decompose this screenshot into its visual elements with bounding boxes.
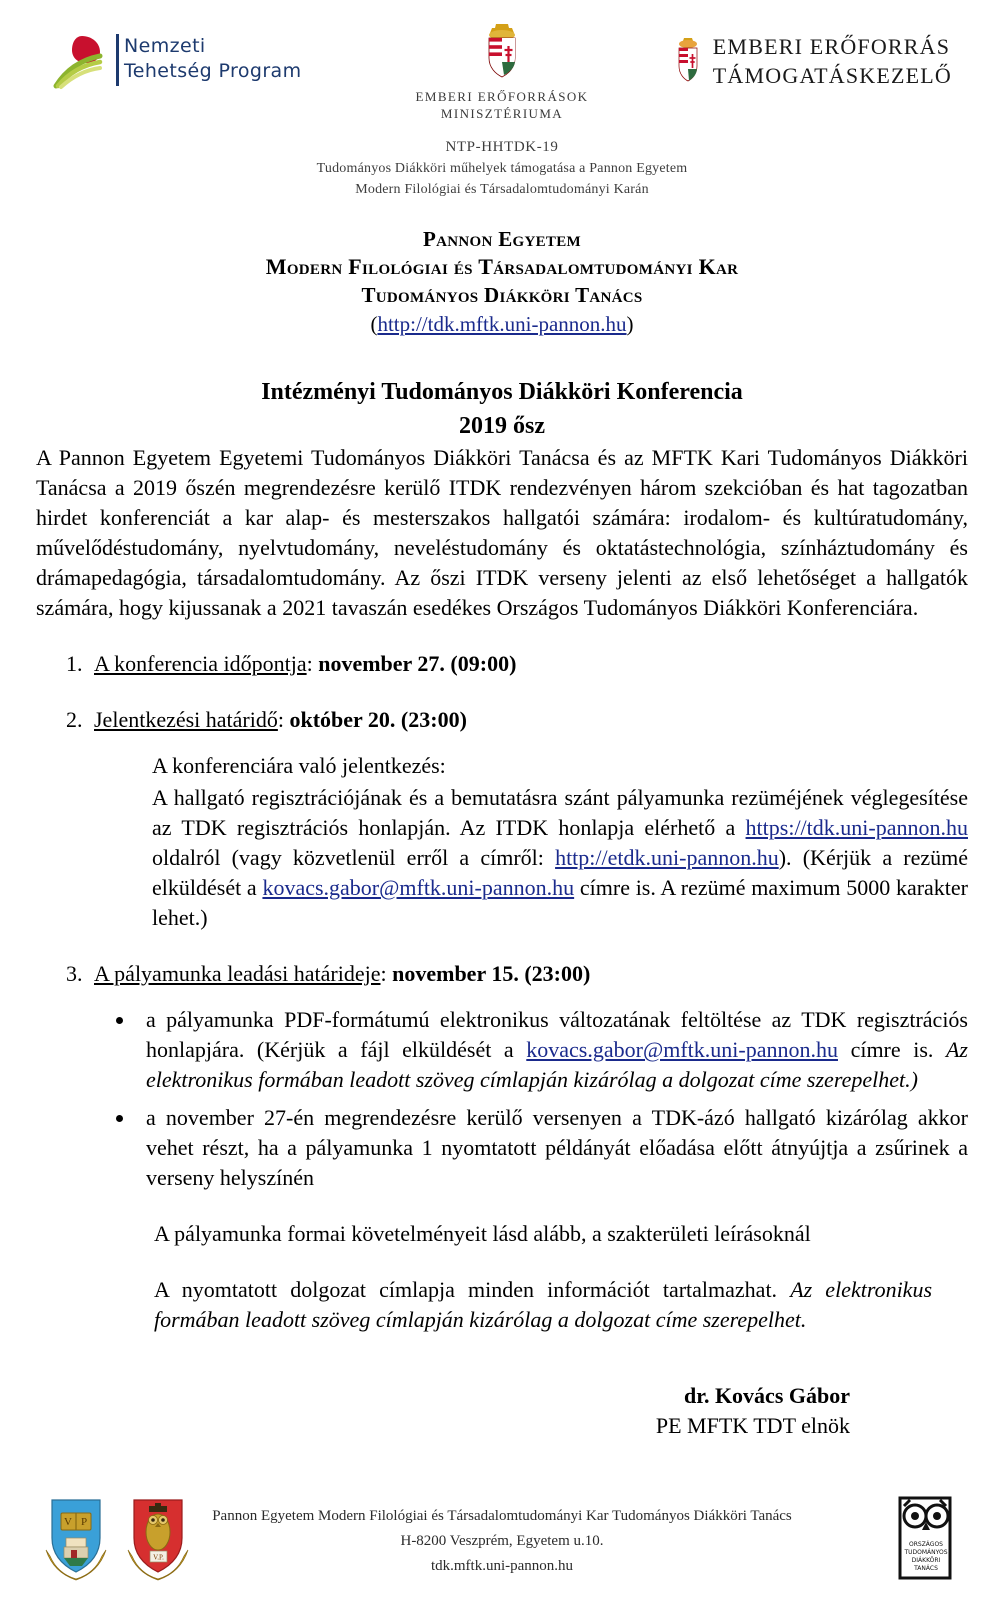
institution-name: Pannon Egyetem: [423, 227, 581, 251]
item1-colon: :: [306, 651, 313, 676]
item1-value: november 27. (09:00): [318, 651, 517, 676]
note-title-page: [154, 1275, 932, 1335]
list-item-conference-date: [88, 649, 968, 679]
footer-contact-block: [0, 1504, 1004, 1579]
hungarian-coat-of-arms-icon: [673, 37, 703, 85]
project-code: NTP-HHTDK-19: [445, 139, 559, 155]
bullet1-italic-note: Az elektronikus formában leadott szöveg címlapján kizárólag a dolgozat címe szerepelhet.): [146, 1037, 968, 1092]
tdk-website-link[interactable]: http://tdk.mftk.uni-pannon.hu: [377, 312, 627, 336]
item2-body-part1: A hallgató regisztrációjának és a bemutatásra szánt pályamunka rezüméjének véglegesítése az TDK regisztrációs honlapján. Az ITDK honlapja elérhető a: [152, 785, 968, 840]
emet-logo-text: [713, 32, 952, 90]
otdt-line1: ORSZÁGOS: [909, 1541, 943, 1548]
signature-role: PE MFTK TDT elnök: [655, 1413, 850, 1438]
note-formal-requirements: A pályamunka formai követelményeit lásd alább, a szakterületi leírásoknál: [154, 1221, 811, 1246]
svg-text:P: P: [80, 1516, 88, 1528]
otdt-line4: TANÁCS: [914, 1565, 938, 1572]
otdt-line2: TUDOMÁNYOS: [904, 1549, 948, 1556]
bullet-printed-copy: • a november 27-én megrendezésre kerülő versenyen a TDK-ázó hallgató kizárólag akkor vehet részt, ha a pályamunka 1 nyomtatott példányát előadása előtt átnyújtja a zsűrinek a verseny helyszínén: [136, 1103, 968, 1193]
hungarian-coat-of-arms-icon: [480, 22, 524, 80]
note2-italic: Az elektronikus formában leadott szöveg címlapján kizárólag a dolgozat címe szerepelhet.: [154, 1277, 933, 1332]
intro-paragraph: A Pannon Egyetem Egyetemi Tudományos Diákköri Tanácsa és az MFTK Kari Tudományos Diákköri Tanácsa a 2019 őszén megrendezésre kerülő ITDK rendezvényen három szekcióban és hat tagozatban hirdet konferenciát a kar alap- és mesterszakos hallgatói számára: irodalom- és kultúratudomány, művelődéstudomány, nyelvtudomány, neveléstudomány és oktatástechnológia, színháztudomány és drámapedagógia, társadalomtudomány. Az őszi ITDK verseny jelenti az első lehetőséget a hallgatók számára, hogy kijussanak a 2021 tavaszán esedékes Országos Tudományos Diákköri Konferenciára.: [36, 445, 968, 620]
item2-body: [152, 783, 968, 933]
item2-label: Jelentkezési határidő: [94, 707, 278, 732]
conference-title-line1: Intézményi Tudományos Diákköri Konferencia: [261, 379, 743, 405]
list-item-submission-deadline: [88, 959, 968, 989]
footer-line-1: Pannon Egyetem Modern Filológiai és Társadalomtudományi Kar Tudományos Diákköri Tanács: [212, 1508, 792, 1524]
page-title: [0, 375, 1004, 443]
note2-plain: A nyomtatott dolgozat címlapja minden információt tartalmazhat.: [154, 1277, 791, 1302]
faculty-name: Modern Filológiai és Társadalomtudományi Kar: [265, 254, 739, 279]
council-name: Tudományos Diákköri Tanács: [361, 283, 643, 307]
footer-line-2: H-8200 Veszprém, Egyetem u.10.: [400, 1533, 604, 1549]
ntp-logo-line1: Nemzeti: [124, 35, 206, 57]
item2-body-part2: oldalról (vagy közvetlenül erről a címről:: [152, 845, 556, 870]
header-logo-strip: [0, 0, 1004, 130]
institution-heading: [0, 225, 1004, 339]
signature-block: [36, 1381, 850, 1441]
svg-text:V.P.: V.P.: [153, 1553, 164, 1562]
conference-title-line2: 2019 ősz: [459, 413, 545, 439]
item2-value: október 20. (23:00): [289, 707, 467, 732]
project-desc-line1: Tudományos Diákköri műhelyek támogatása a Pannon Egyetem: [316, 161, 688, 176]
item2-colon: :: [277, 707, 284, 732]
institution-url-line: [0, 309, 1004, 339]
tdk-registration-link[interactable]: https://tdk.uni-pannon.hu: [745, 815, 968, 840]
kovacs-email-link-2[interactable]: kovacs.gabor@mftk.uni-pannon.hu: [526, 1037, 838, 1062]
item1-label: A konferencia időpontja: [94, 651, 307, 676]
emet-logo-line2: TÁMOGATÁSKEZELŐ: [712, 63, 952, 88]
ntp-logo-line2: Tehetség Program: [124, 60, 302, 82]
list-item-application-deadline: [88, 705, 968, 933]
emmi-logo-line2: MINISZTÉRIUMA: [440, 106, 564, 121]
etdk-link[interactable]: http://etdk.uni-pannon.hu: [555, 845, 779, 870]
emet-logo: [673, 26, 952, 96]
url-open-paren: (: [370, 312, 378, 336]
owl-logo-icon: [888, 1490, 962, 1586]
bullet-pdf-upload: [136, 1005, 968, 1095]
document-body: [36, 443, 968, 1441]
item3-value: november 15. (23:00): [392, 961, 591, 986]
kovacs-email-link-1[interactable]: kovacs.gabor@mftk.uni-pannon.hu: [262, 875, 575, 900]
emet-logo-line1: EMBERI ERŐFORRÁS: [712, 34, 951, 59]
footer-line-3: tdk.mftk.uni-pannon.hu: [430, 1558, 574, 1574]
signature-name: dr. Kovács Gábor: [683, 1383, 850, 1408]
emmi-logo-line1: EMBERI ERŐFORRÁSOK: [415, 89, 589, 104]
otdt-line3: DIÁKKÖRI: [911, 1557, 941, 1564]
page-footer: [0, 1476, 1004, 1606]
item2-sub-heading: A konferenciára való jelentkezés:: [152, 753, 446, 778]
requirements-list: [36, 649, 968, 989]
project-identifier-block: [0, 136, 1004, 200]
item2-body-part4: címre is. A rezümé maximum 5000 karakter lehet.): [152, 875, 968, 930]
item3-label: A pályamunka leadási határideje: [94, 961, 381, 986]
item2-body-part3: ). (Kérjük a rezümé elküldését a: [152, 845, 968, 900]
bullet1-part2: címre is.: [837, 1037, 946, 1062]
item2-details: [152, 751, 968, 933]
project-desc-line2: Modern Filológiai és Társadalomtudományi Karán: [355, 182, 649, 197]
bullet1-part1: a pályamunka PDF-formátumú elektronikus változatának feltöltése az TDK regisztrációs honlapjára. (Kérjük a fájl elküldését a: [146, 1007, 968, 1062]
svg-text:V: V: [64, 1516, 72, 1528]
submission-requirements-bullets: [36, 1005, 968, 1193]
url-close-paren: ): [626, 312, 634, 336]
item3-colon: :: [380, 961, 387, 986]
